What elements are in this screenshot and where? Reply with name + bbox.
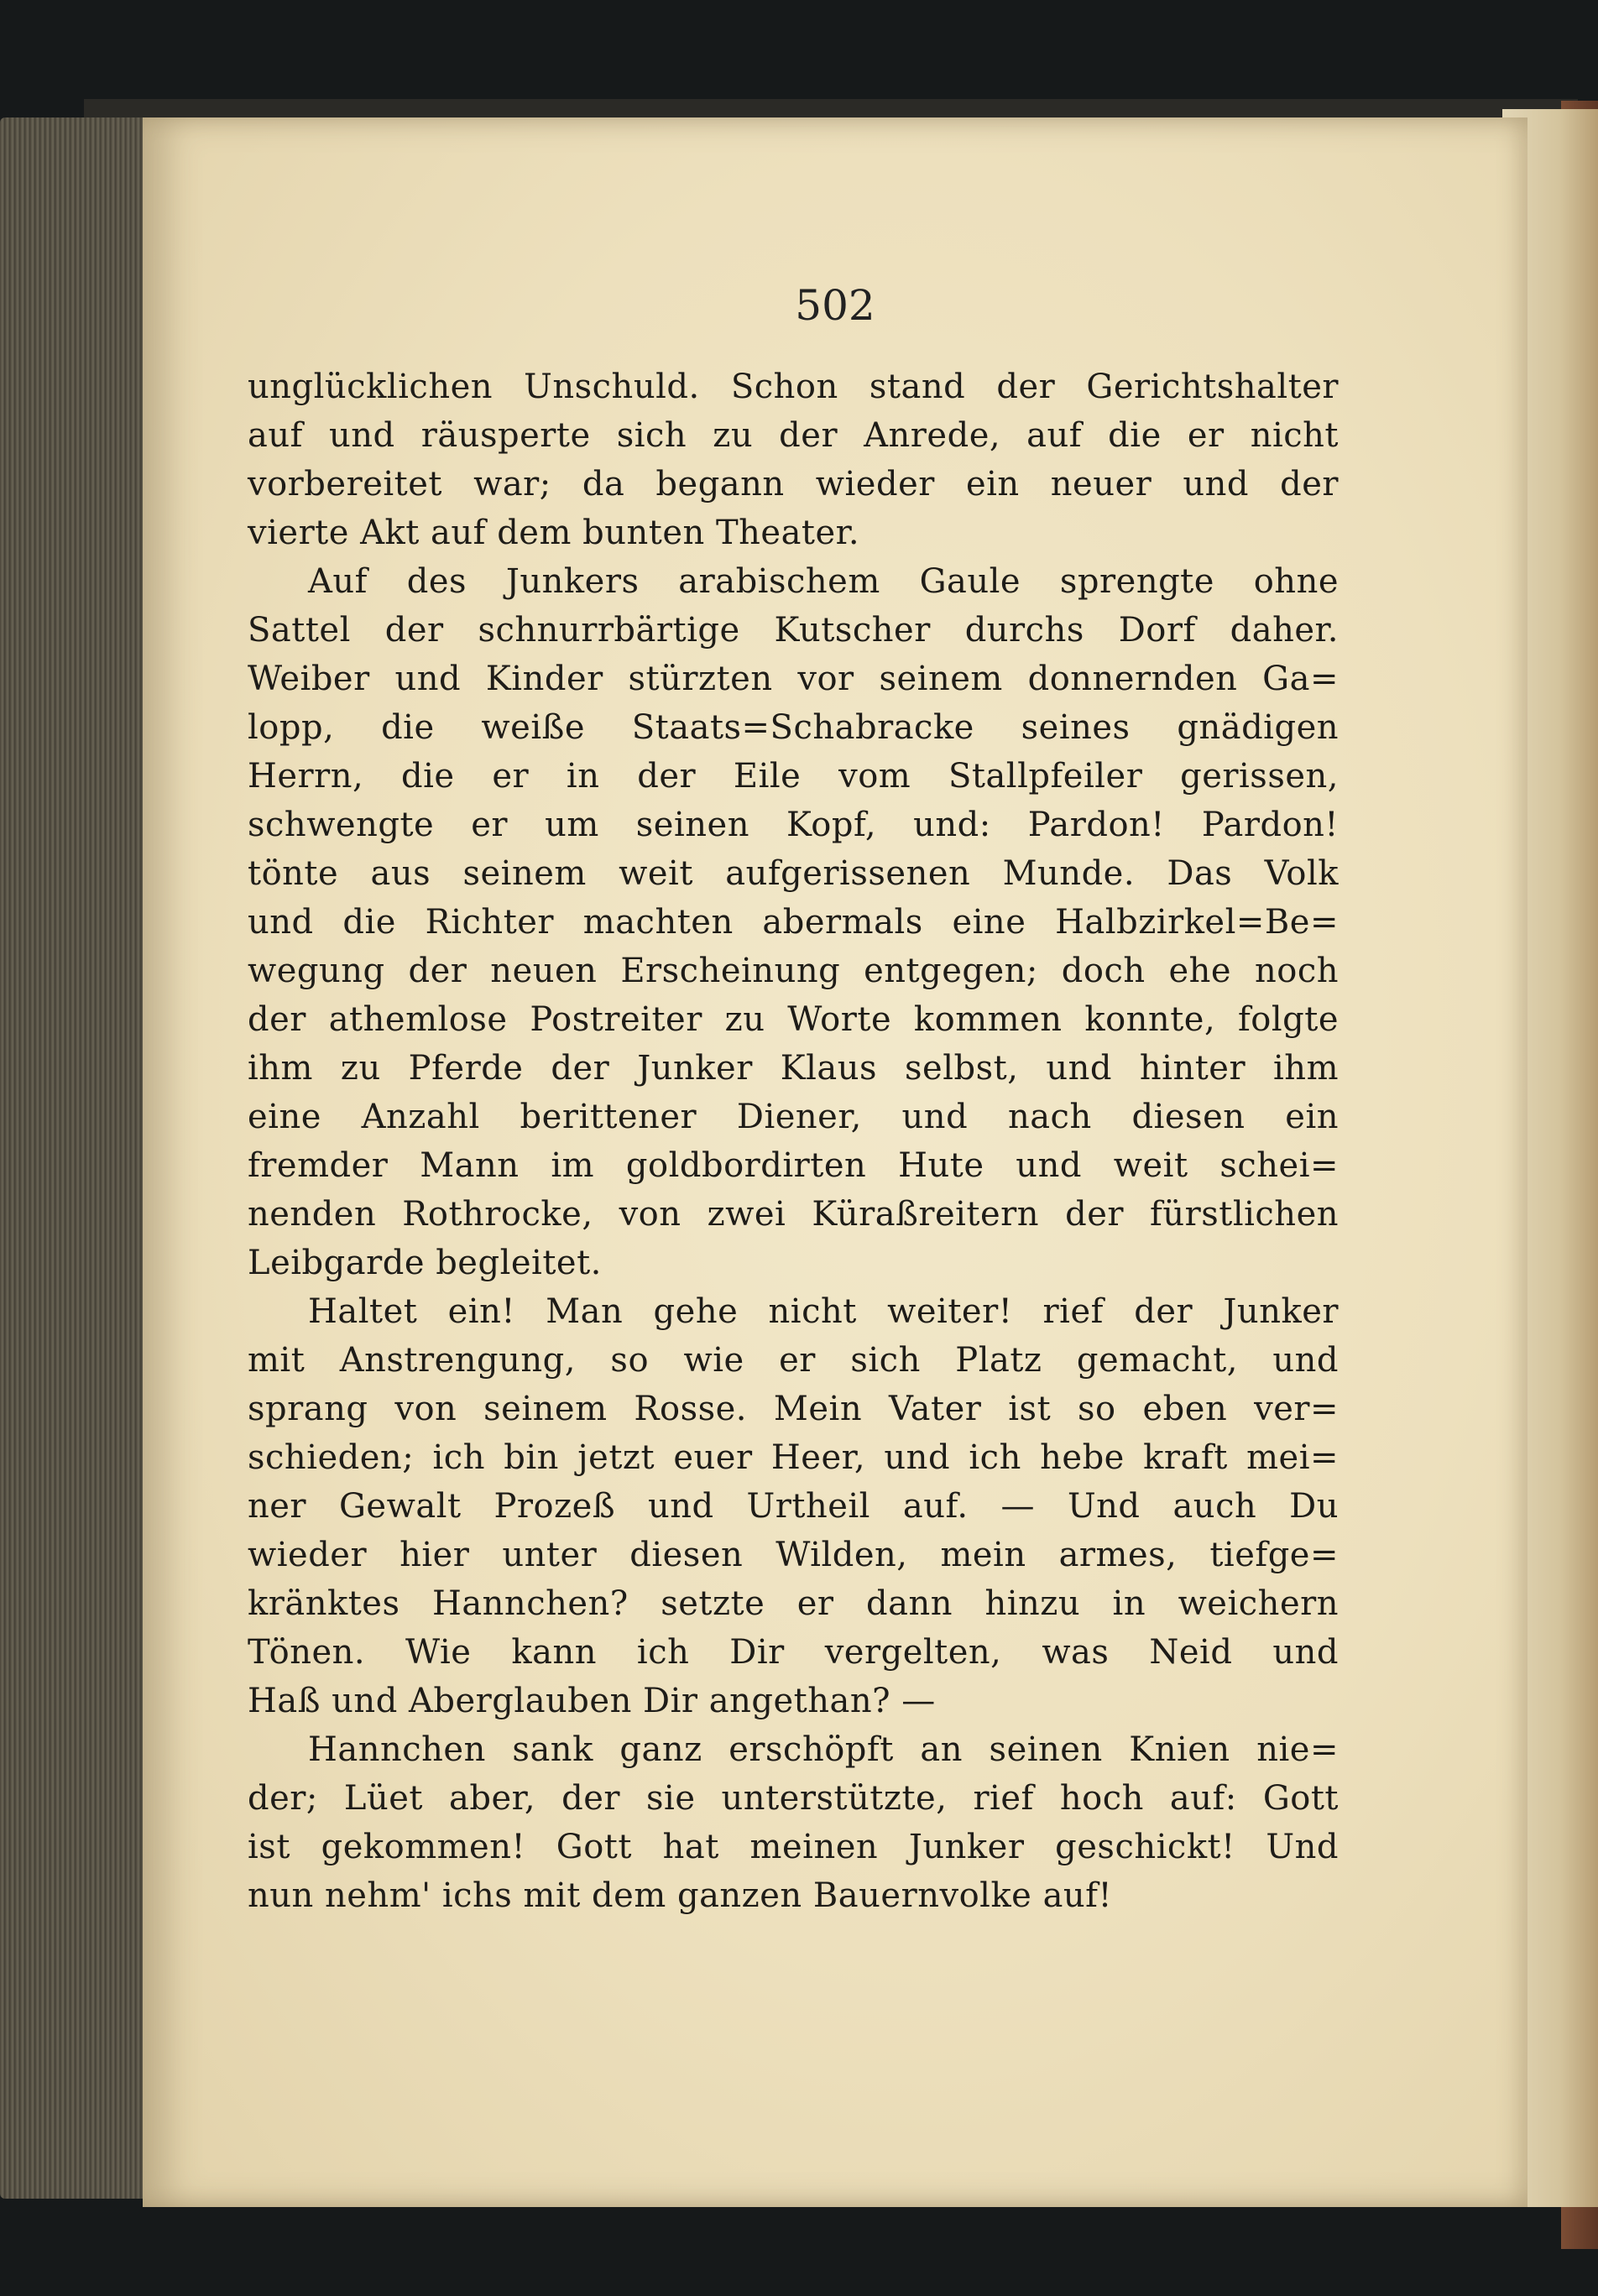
text-line: schieden; ich bin jetzt euer Heer, und ich hebe kraft mei= <box>248 1438 1339 1477</box>
text-line: Auf des Junkers arabischem Gaule sprengte ohne <box>308 562 1339 601</box>
text-line: Tönen. Wie kann ich Dir vergelten, was Neid und <box>248 1633 1339 1672</box>
text-line: Haß und Aberglauben Dir angethan? — <box>248 1682 936 1720</box>
text-line: mit Anstrengung, so wie er sich Platz gemacht, und <box>248 1341 1339 1380</box>
text-line: der athemlose Postreiter zu Worte kommen konnte, folgte <box>248 1000 1339 1039</box>
text-line: sprang von seinem Rosse. Mein Vater ist so eben ver= <box>248 1390 1339 1428</box>
text-line: ist gekommen! Gott hat meinen Junker geschickt! Und <box>248 1828 1339 1866</box>
text-line: der; Lüet aber, der sie unterstützte, rief hoch auf: Gott <box>248 1779 1339 1818</box>
text-line: vorbereitet war; da begann wieder ein neuer und der <box>248 465 1339 504</box>
text-line: nenden Rothrocke, von zwei Küraßreitern der fürstlichen <box>248 1195 1339 1234</box>
text-line: fremder Mann im goldbordirten Hute und weit schei= <box>248 1146 1339 1185</box>
text-line: wieder hier unter diesen Wilden, mein armes, tiefge= <box>248 1536 1339 1574</box>
text-line: Leibgarde begleitet. <box>248 1244 602 1282</box>
text-line: Sattel der schnurrbärtige Kutscher durchs Dorf daher. <box>248 611 1339 650</box>
book-page-edges <box>0 117 151 2199</box>
page-number: 502 <box>795 281 875 330</box>
text-line: Herrn, die er in der Eile vom Stallpfeiler gerissen, <box>248 757 1339 796</box>
text-line: vierte Akt auf dem bunten Theater. <box>248 514 860 552</box>
text-line: Haltet ein! Man gehe nicht weiter! rief der Junker <box>308 1292 1339 1331</box>
text-line: tönte aus seinem weit aufgerissenen Munde. Das Volk <box>248 854 1339 893</box>
text-line: eine Anzahl berittener Diener, und nach diesen ein <box>248 1098 1339 1136</box>
text-line: Hannchen sank ganz erschöpft an seinen Knien nie= <box>308 1730 1339 1769</box>
text-line: kränktes Hannchen? setzte er dann hinzu in weichern <box>248 1584 1339 1623</box>
text-line: ihm zu Pferde der Junker Klaus selbst, und hinter ihm <box>248 1049 1339 1088</box>
text-line: Weiber und Kinder stürzten vor seinem donnernden Ga= <box>248 660 1339 698</box>
page-text <box>248 363 1339 1920</box>
text-line: wegung der neuen Erscheinung entgegen; doch ehe noch <box>248 952 1339 990</box>
text-line: nun nehm' ichs mit dem ganzen Bauernvolke auf! <box>248 1876 1113 1915</box>
text-line: lopp, die weiße Staats=Schabracke seines gnädigen <box>248 708 1339 747</box>
text-line: schwengte er um seinen Kopf, und: Pardon! Pardon! <box>248 806 1339 844</box>
text-line: auf und räusperte sich zu der Anrede, auf die er nicht <box>248 416 1339 455</box>
text-line: ner Gewalt Prozeß und Urtheil auf. — Und auch Du <box>248 1487 1339 1526</box>
text-line: unglücklichen Unschuld. Schon stand der Gerichtshalter <box>248 368 1339 406</box>
text-line: und die Richter machten abermals eine Halbzirkel=Be= <box>248 903 1339 942</box>
